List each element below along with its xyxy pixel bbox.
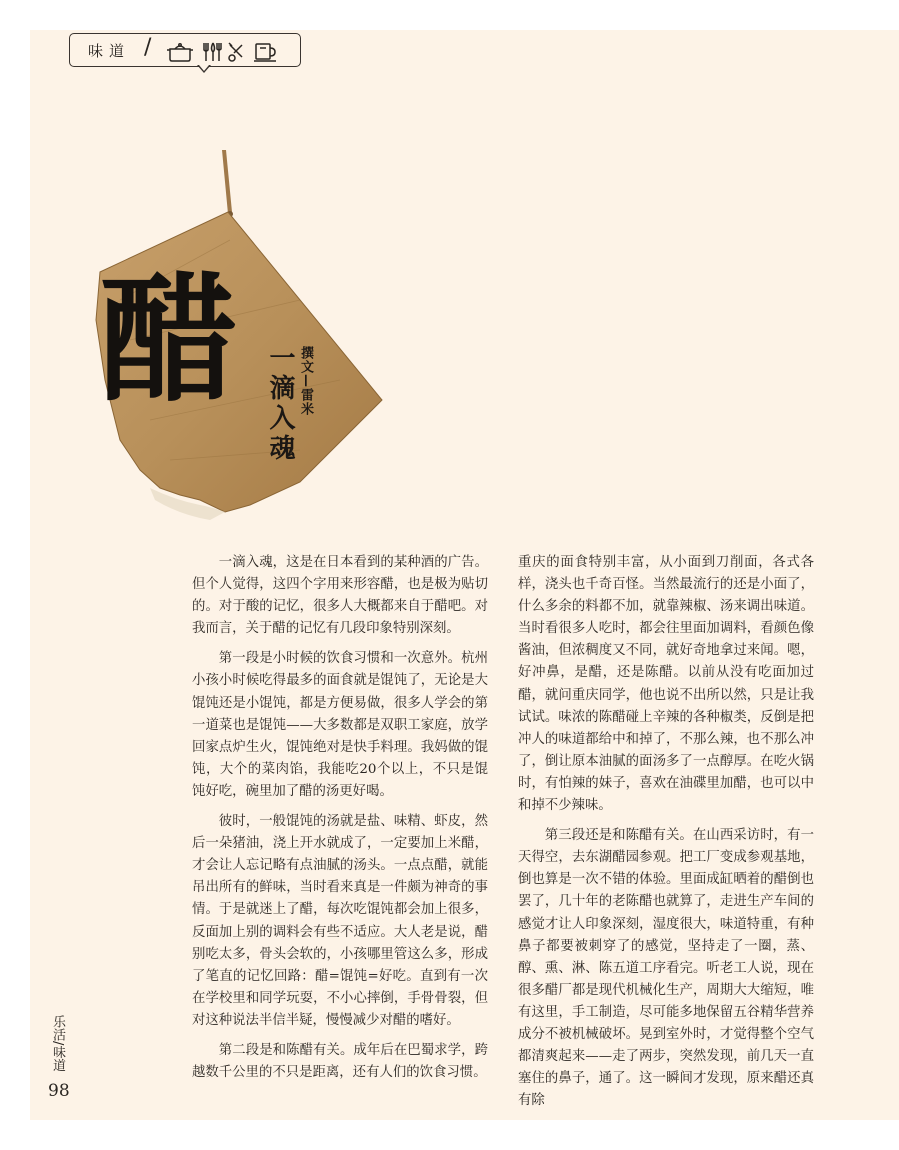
sign-subtitle: 一滴入魂 [265,344,295,464]
page-number: 98 [48,1081,70,1101]
sign-author: 撰文—雷米 [298,346,313,416]
sign-title-character: 醋 [100,260,239,421]
hanging-string [222,150,232,214]
paragraph: 第三段还是和陈醋有关。在山西采访时，有一天得空，去东湖醋园参观。把工厂变成参观基地，倒也算是一次不错的体验。里面成缸晒着的醋倒也罢了，几十年的老陈醋也就算了，走进生产车间的感觉才让人印象深刻，湿度很大，味道特重，有种鼻子都要被刺穿了的感觉，坚持走了一圈，蒸、醇、熏、淋、陈五道工序看完。听老工人说，现在很多醋厂都是现代机械化生产，周期大大缩短，唯有这里，手工制造，尽可能多地保留五谷精华营养成分不被机械破坏。晃到室外时，才觉得整个空气都清爽起来——走了两步，突然发现，前几天一直塞住的鼻子，通了。这一瞬间才发现，原来醋还真有除 [518,828,814,1109]
paragraph: 彼时，一般馄饨的汤就是盐、味精、虾皮，然后一朵猪油，浇上开水就成了，一定要加上米醋，才会让人忘记略有点油腻的汤头。一点点醋，就能吊出所有的鲜味，当时看来真是一件颇为神奇的事情。于是就迷上了醋，每次吃馄饨都会加上很多，反面加上别的调料会有些不适应。大人老是说，醋别吃太多，骨头会软的，小孩哪里管这么多，形成了笔直的记忆回路：醋=馄饨=好吃。直到有一次在学校里和同学玩耍，不小心摔倒，手骨骨裂，但对这种说法半信半疑，慢慢减少对醋的嗜好。 [192,814,488,1028]
side-section-label: 乐活/味道 [50,1015,65,1072]
article-column-left [192,552,488,1092]
section-slash: / [144,35,152,60]
article-column-right [518,552,814,1120]
section-label: 味道 [88,42,131,60]
paragraph: 重庆的面食特别丰富，从小面到刀削面，各式各样，浇头也千奇百怪。当然最流行的还是小面了，什么多余的料都不加，就靠辣椒、汤来调出味道。当时看很多人吃时，都会往里面加调料，看颜色像酱油，但浓稠度又不同，就好奇地拿过来闻。嗯，好冲鼻，是醋，还是陈醋。以前从没有吃面加过醋，就问重庆同学，他也说不出所以然，只是让我试试。味浓的陈醋碰上辛辣的各种椒类，反倒是把冲人的味道都给中和掉了，不那么辣，也不那么冲了，倒让原本油腻的面汤多了一点醇厚。在吃火锅时，有怕辣的妹子，喜欢在油碟里加醋，也可以中和掉不少辣味。 [518,555,814,814]
paragraph: 第二段是和陈醋有关。成年后在巴蜀求学，跨越数千公里的不只是距离，还有人们的饮食习惯。 [192,1042,488,1081]
paragraph: 一滴入魂，这是在日本看到的某种酒的广告。但个人觉得，这四个字用来形容醋，也是极为贴切的。对于酸的记忆，很多人大概都来自于醋吧。对我而言，关于醋的记忆有几段印象特别深刻。 [192,555,488,637]
paragraph: 第一段是小时候的饮食习惯和一次意外。杭州小孩小时候吃得最多的面食就是馄饨了，无论是大馄饨还是小馄饨，都是方便易做，很多人学会的第一道菜也是馄饨——大多数都是双职工家庭，放学回家点炉生火，馄饨绝对是快手料理。我妈做的馄饨，大个的菜肉馅，我能吃20个以上，不只是馄饨好吃，碗里加了醋的汤更好喝。 [192,651,488,799]
